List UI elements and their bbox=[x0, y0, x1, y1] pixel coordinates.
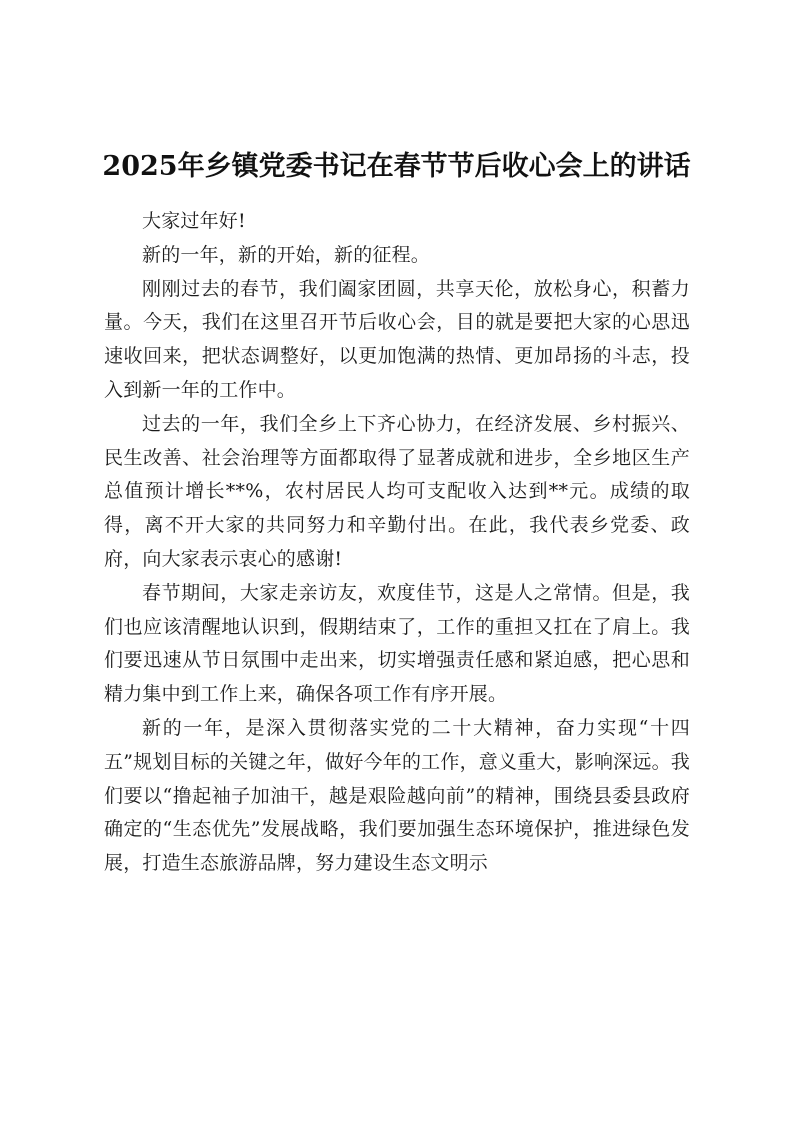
paragraph-greeting: 大家过年好! bbox=[142, 210, 246, 232]
paragraph-new-year-goals: 新的一年，是深入贯彻落实党的二十大精神，奋力实现“十四五”规划目标的关键之年，做好今年的工作，意义重大，影响深远。我们要以“撸起袖子加油干，越是艰险越向前”的精神，围绕县委县政府确定的“生态优先”发展战略，我们要加强生态环境保护，推进绿色发展，打造生态旅游品牌，努力建设生态文明示 bbox=[104, 716, 690, 875]
document-body bbox=[104, 205, 690, 881]
paragraph-purpose: 刚刚过去的春节，我们阖家团圆，共享天伦，放松身心，积蓄力量。今天，我们在这里召开节后收心会，目的就是要把大家的心思迅速收回来，把状态调整好，以更加饱满的热情、更加昂扬的斗志，投入到新一年的工作中。 bbox=[104, 277, 690, 401]
paragraph-opening: 新的一年，新的开始，新的征程。 bbox=[142, 243, 431, 266]
paragraph-achievements: 过去的一年，我们全乡上下齐心协力，在经济发展、乡村振兴、民生改善、社会治理等方面都取得了显著成就和进步，全乡地区生产总值预计增长**%，农村居民人均可支配收入达到**元。成绩的取得，离不开大家的共同努力和辛勤付出。在此，我代表乡党委、政府，向大家表示衷心的感谢! bbox=[104, 412, 690, 570]
document-title: 2025年乡镇党委书记在春节节后收心会上的讲话 bbox=[102, 151, 691, 182]
paragraph-holiday: 春节期间，大家走亲访友，欢度佳节，这是人之常情。但是，我们也应该清醒地认识到，假期结束了，工作的重担又扛在了肩上。我们要迅速从节日氛围中走出来，切实增强责任感和紧迫感，把心思和精力集中到工作上来，确保各项工作有序开展。 bbox=[104, 581, 690, 706]
